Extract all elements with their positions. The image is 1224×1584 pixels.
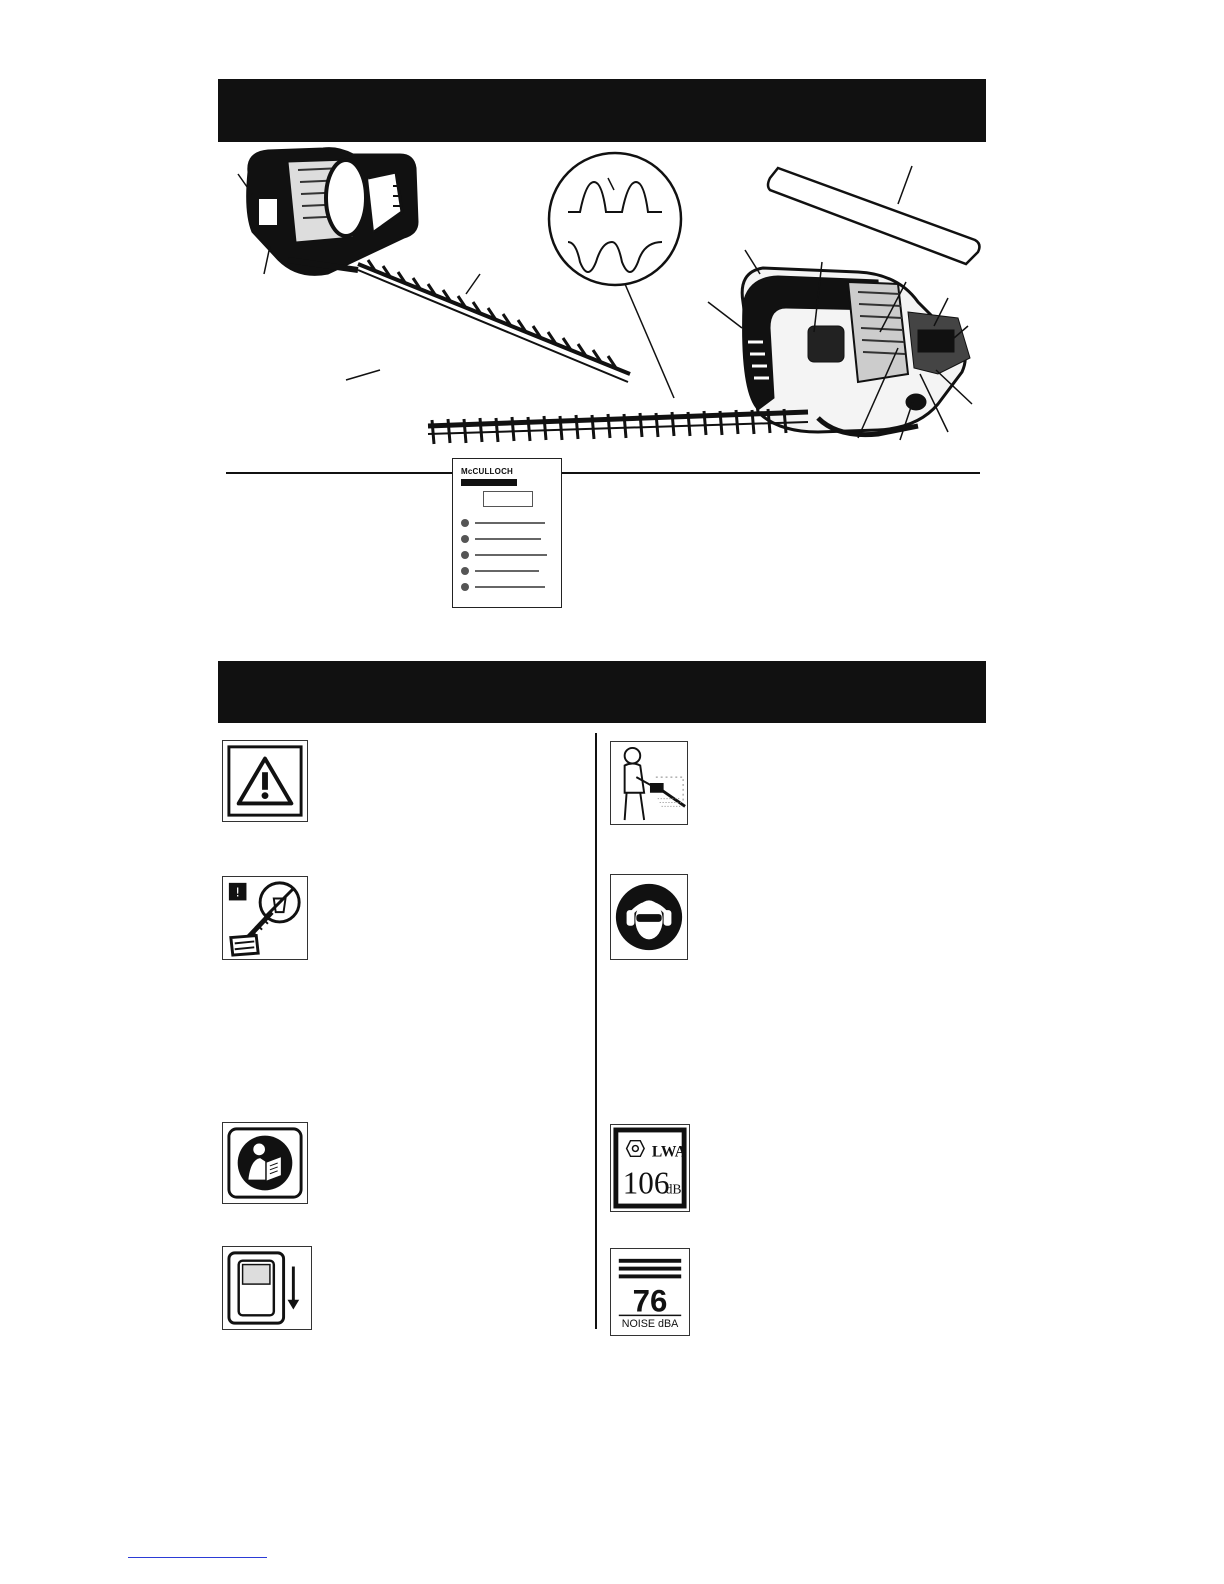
- hedge-trimmer-operator-icon: [610, 741, 688, 825]
- sound-power-value: 106: [622, 1165, 670, 1201]
- footer-link-underline[interactable]: [128, 1557, 267, 1558]
- blade-scabbard: [768, 166, 979, 264]
- blade-hazard-icon: [222, 876, 308, 960]
- hedge-trimmer-drawing: [218, 142, 986, 484]
- parts-illustration: [218, 142, 986, 484]
- blade-detail-circle: [549, 153, 681, 398]
- noise-level-icon: [610, 1248, 690, 1336]
- column-divider: [595, 733, 597, 1329]
- front-trimmer-view: [428, 250, 972, 444]
- rear-trimmer-view: [238, 148, 630, 382]
- sound-power-label: LWA: [651, 1143, 687, 1161]
- operator-manual-thumbnail: [452, 458, 562, 608]
- section-header-band-symbols: [218, 661, 986, 723]
- section-header-band: [218, 79, 986, 142]
- warning-triangle-icon: [222, 740, 308, 822]
- sound-power-unit: dB: [665, 1181, 682, 1197]
- manual-brand-logo: McCULLOCH: [461, 467, 514, 476]
- noise-level-label: NOISE dBA: [621, 1318, 679, 1331]
- noise-level-value: 76: [632, 1283, 668, 1319]
- read-manual-icon: [222, 1122, 308, 1204]
- choke-lever-icon: [222, 1246, 312, 1330]
- eye-ear-protection-icon: [610, 874, 688, 960]
- sound-power-icon: [610, 1124, 690, 1212]
- svg-text:!: !: [235, 884, 241, 900]
